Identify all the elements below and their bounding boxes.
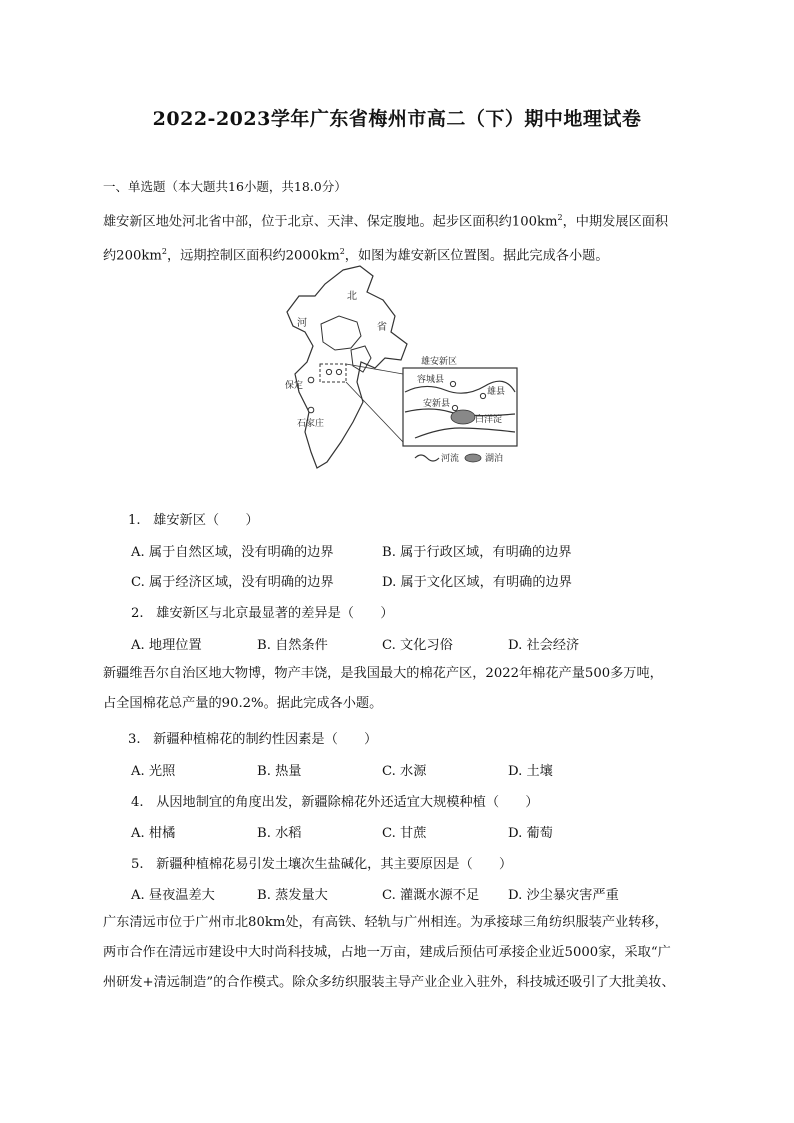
- xiongan-dashed-box: [320, 364, 346, 382]
- baiyangdian-lake: [451, 410, 475, 424]
- question-3: 3. 新疆种植棉花的制约性因素是（ ）: [128, 732, 378, 747]
- question-2-option-a[interactable]: A. 地理位置: [131, 638, 202, 653]
- question-4: 4. 从因地制宜的角度出发，新疆除棉花外还适宜大规模种植（ ）: [131, 795, 539, 810]
- map-label-shijiazhuang: 石家庄: [297, 419, 325, 429]
- map-label-rongcheng: 容城县: [417, 375, 445, 385]
- page-title: 2022-2023学年广东省梅州市高二（下）期中地理试卷: [152, 108, 642, 130]
- question-2-option-c[interactable]: C. 文化习俗: [382, 638, 453, 653]
- passage-3-line-1: 广东清远市位于广州市北80km处，有高铁、轻轨与广州相连。为承接球三角纺织服装产业转移，: [103, 915, 668, 930]
- question-4-option-c[interactable]: C. 甘蔗: [382, 826, 427, 841]
- map-label-he: 河: [297, 318, 307, 329]
- question-3-option-a[interactable]: A. 光照: [131, 764, 176, 779]
- map-label-anxin: 安新县: [423, 399, 451, 409]
- question-1-option-b[interactable]: B. 属于行政区域，有明确的边界: [382, 545, 572, 560]
- xiongan-location-map: [265, 262, 525, 472]
- passage-3: [103, 908, 699, 998]
- map-label-sheng: 省: [377, 322, 387, 333]
- question-2-option-d[interactable]: D. 社会经济: [508, 638, 580, 653]
- passage-2-line-2: 占全国棉花总产量的90.2%。据此完成各小题。: [103, 696, 383, 711]
- passage-1-line-2: 约$200km^2$，远期控制区面积约$2000km^2$，如图为雄安新区位置图。据此完成各小题。: [103, 247, 609, 264]
- question-5-option-a[interactable]: A. 昼夜温差大: [131, 888, 215, 903]
- question-1-option-d[interactable]: D. 属于文化区域，有明确的边界: [382, 575, 572, 590]
- passage-1-line-1: 雄安新区地处河北省中部，位于北京、天津、保定腹地。起步区面积约$100km^2$，中期发展区面积: [103, 213, 669, 230]
- question-5-option-c[interactable]: C. 灌溉水源不足: [382, 888, 480, 903]
- map-label-xiongan: 雄安新区: [421, 357, 458, 367]
- question-5-option-b[interactable]: B. 蒸发量大: [257, 888, 328, 903]
- question-3-option-d[interactable]: D. 土壤: [508, 764, 553, 779]
- passage-2: [103, 659, 699, 719]
- question-4-option-b[interactable]: B. 水稻: [257, 826, 302, 841]
- map-label-baiyangdian: 白洋淀: [475, 415, 503, 425]
- question-1: 1. 雄安新区（ ）: [128, 513, 259, 528]
- question-4-option-a[interactable]: A. 柑橘: [131, 826, 176, 841]
- question-1-option-a[interactable]: A. 属于自然区域，没有明确的边界: [131, 545, 334, 560]
- passage-3-line-3: 州研发+清远制造”的合作模式。除众多纺织服装主导产业企业入驻外，科技城还吸引了大批美妆、: [103, 975, 675, 990]
- passage-3-line-2: 两市合作在清远市建设中大时尚科技城，占地一万亩，建成后预估可承接企业近5000家，采取“广: [103, 945, 671, 960]
- map-label-xiongxian: 雄县: [487, 387, 506, 397]
- legend-lake-label: 湖泊: [485, 454, 504, 464]
- question-3-option-c[interactable]: C. 水源: [382, 764, 427, 779]
- question-5: 5. 新疆种植棉花易引发土壤次生盐碱化，其主要原因是（ ）: [131, 857, 513, 872]
- legend-river-label: 河流: [441, 454, 460, 464]
- passage-2-line-1: 新疆维吾尔自治区地大物博，物产丰饶，是我国最大的棉花产区，2022年棉花产量500多万吨，: [103, 666, 663, 681]
- map-label-baoding: 保定: [285, 381, 304, 391]
- question-5-option-d[interactable]: D. 沙尘暴灾害严重: [508, 888, 619, 903]
- beijing-outline: [321, 316, 361, 350]
- question-2: 2. 雄安新区与北京最显著的差异是（ ）: [131, 606, 394, 621]
- question-2-option-b[interactable]: B. 自然条件: [257, 638, 328, 653]
- map-label-bei: 北: [347, 291, 357, 302]
- question-3-option-b[interactable]: B. 热量: [257, 764, 302, 779]
- section-heading: 一、单选题（本大题共16小题，共18.0分）: [103, 179, 347, 194]
- question-4-option-d[interactable]: D. 葡萄: [508, 826, 553, 841]
- question-1-option-c[interactable]: C. 属于经济区域，没有明确的边界: [131, 575, 334, 590]
